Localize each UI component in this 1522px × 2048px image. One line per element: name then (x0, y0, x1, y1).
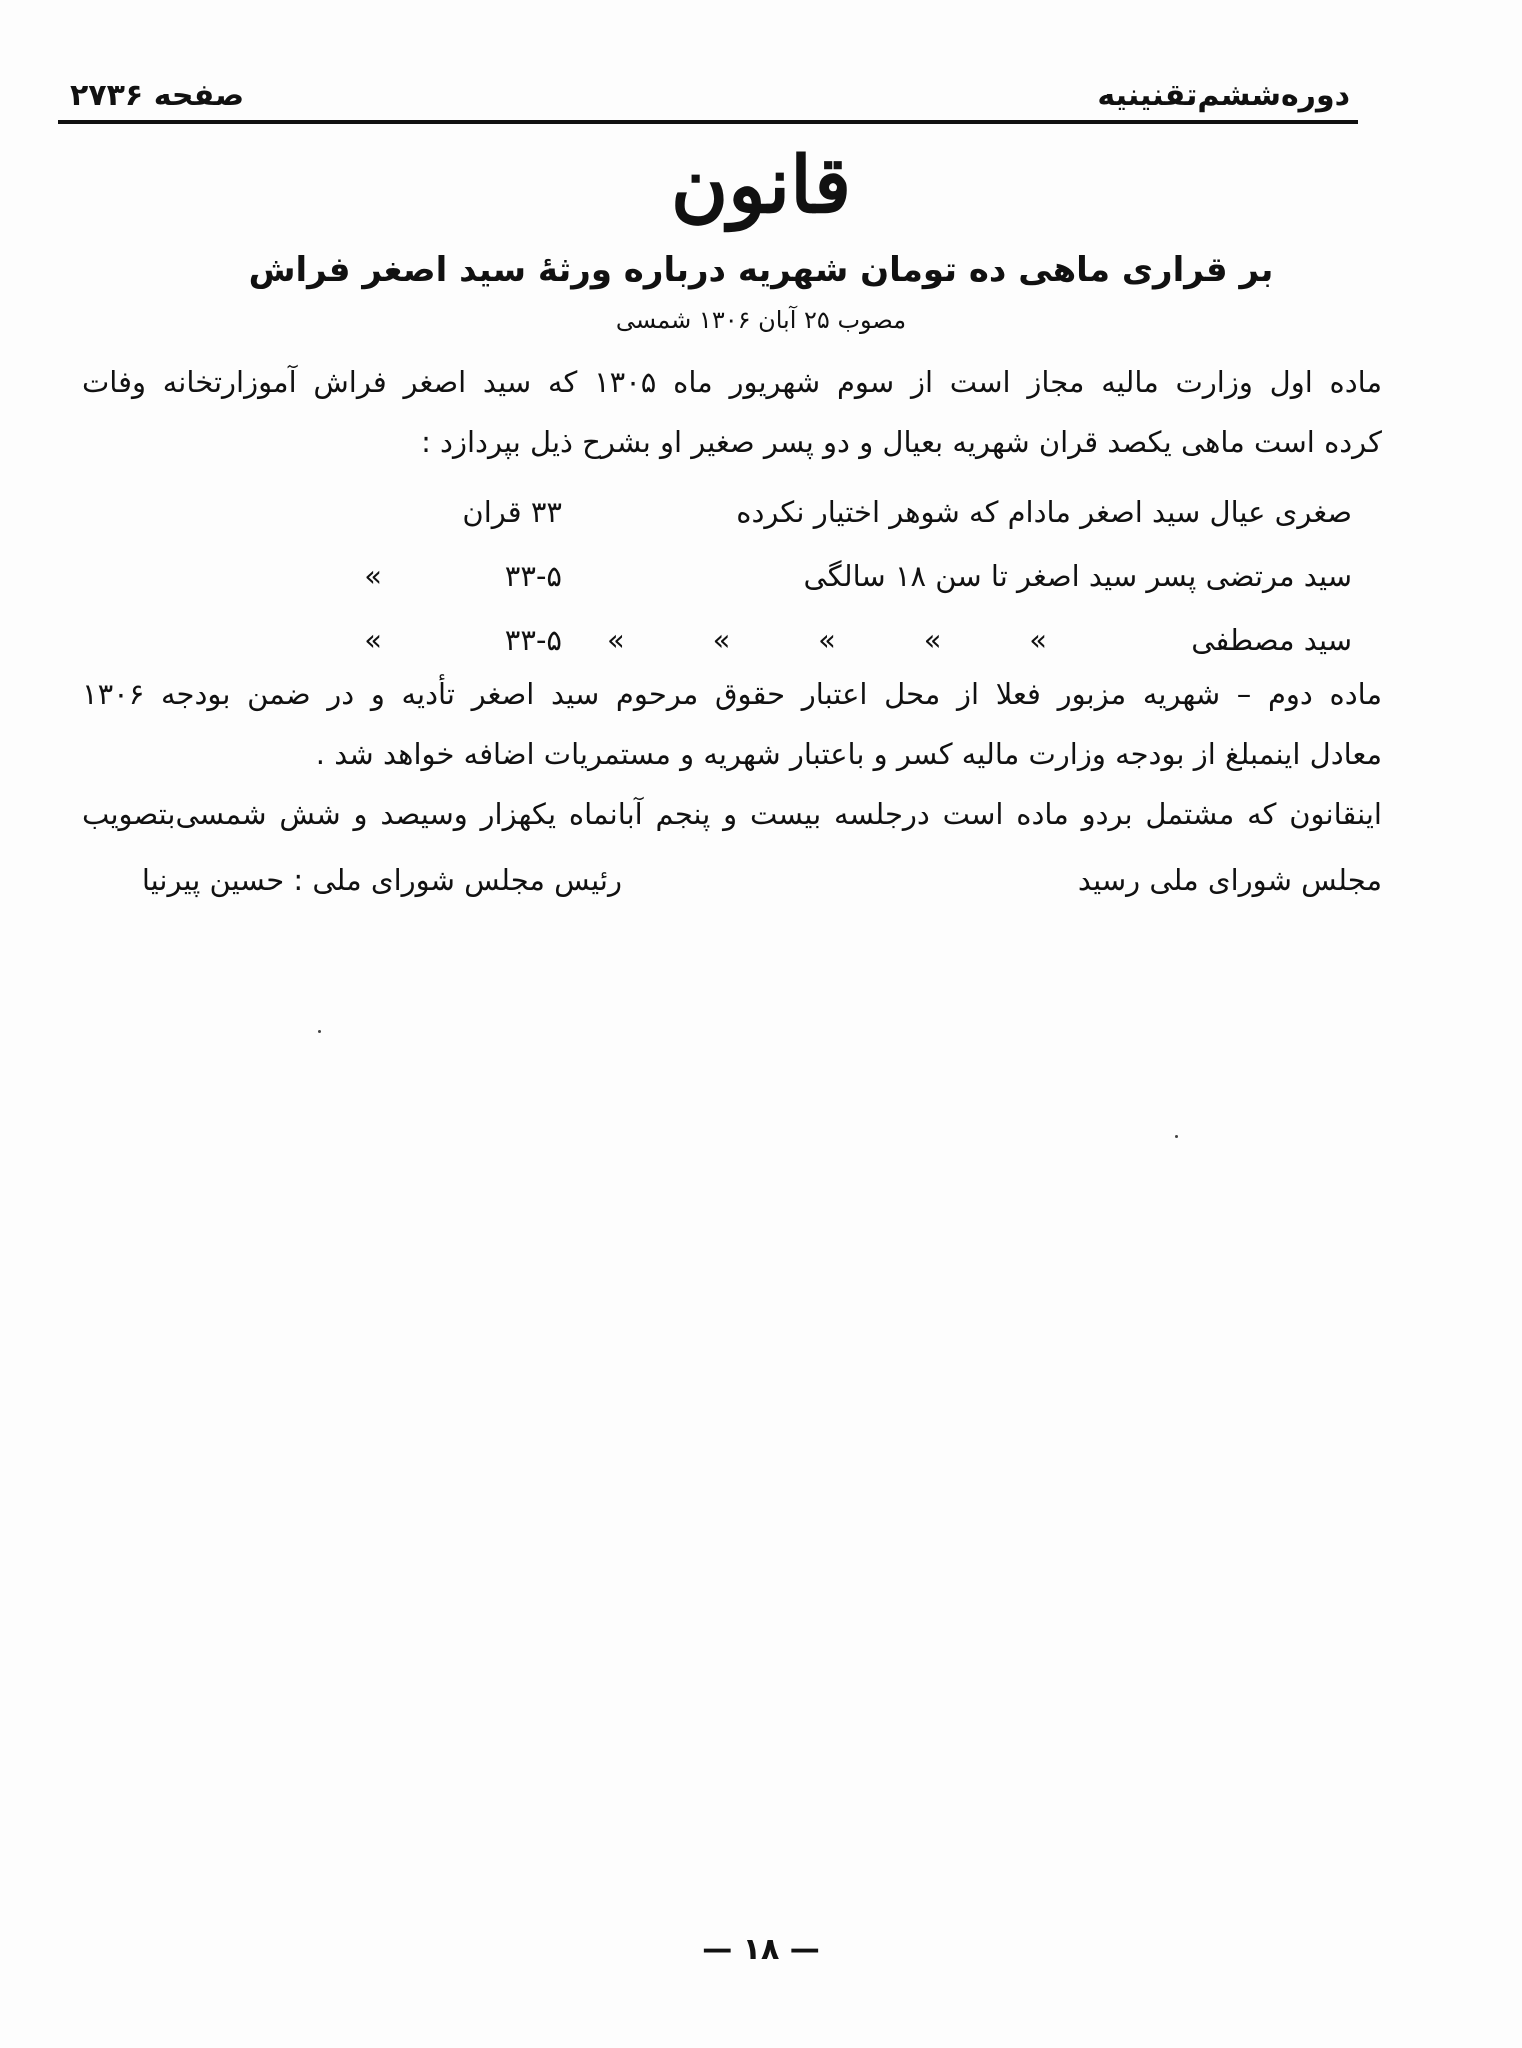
ditto-marks (607, 610, 1047, 670)
document-subtitle: بر قراری ماهی ده تومان شهریه درباره ورثهٔ سید اصغر فراش (248, 250, 1274, 290)
beneficiary-row (82, 600, 1382, 664)
beneficiary-name: سید مرتضی پسر سید اصغر تا سن ۱۸ سالگی (803, 559, 1352, 593)
session-label: دوره‌ششم‌تقنینیه (1097, 78, 1350, 113)
beneficiary-name: صغری عیال سید اصغر مادام که شوهر اختیار نکرده (736, 495, 1352, 529)
document-title: قانون (670, 140, 852, 231)
beneficiary-row (82, 536, 1382, 600)
header-divider (58, 120, 1358, 124)
scan-speck (1175, 1135, 1178, 1138)
scan-speck (318, 1030, 321, 1033)
speaker-signature: رئیس مجلس شورای ملی : حسین پیرنیا (141, 863, 622, 897)
article-2-line-1: ماده دوم – شهریه مزبور فعلا از محل اعتبار حقوق مرحوم سید اصغر تأدیه و در ضمن بودجه ۱۳۰۶ (82, 677, 1382, 711)
beneficiary-amount: ۳۳ قران (462, 495, 562, 529)
beneficiary-row (82, 472, 1382, 536)
page-header (70, 72, 1350, 122)
article-2-line-2: معادل اینمبلغ از بودجه وزارت مالیه کسر و باعتبار شهریه و مستمریات اضافه خواهد شد . (315, 737, 1382, 771)
beneficiary-amount: ۳۳-۵ (504, 559, 562, 593)
beneficiary-amount: ۳۳-۵ (504, 623, 562, 657)
law-body (82, 352, 1382, 904)
ditto-mark: » (364, 623, 382, 657)
ditto-mark: » (607, 623, 625, 657)
ditto-mark: » (818, 623, 836, 657)
ditto-mark: » (364, 559, 382, 593)
closing-line-1: اینقانون که مشتمل بردو ماده است درجلسه بیست و پنجم آبانماه یکهزار وسیصد و شش شمسی‌بتصویب (82, 797, 1382, 831)
approval-date: مصوب ۲۵ آبان ۱۳۰۶ شمسی (615, 306, 907, 334)
ditto-mark: » (712, 623, 731, 657)
signature-row (82, 844, 1382, 904)
article-1-line-1: ماده اول وزارت مالیه مجاز است از سوم شهریور ماه ۱۳۰۵ که سید اصغر فراش آموزارتخانه وفات (82, 365, 1382, 399)
page-number: — ۱۸ — (702, 1932, 820, 1967)
page-label: صفحه ۲۷۳۶ (70, 78, 245, 113)
beneficiary-name: سید مصطفی (1191, 623, 1352, 657)
ditto-mark: » (923, 623, 942, 657)
closing-line-2: مجلس شورای ملی رسید (1077, 863, 1382, 897)
article-1-line-2: کرده است ماهی یکصد قران شهریه بعیال و دو پسر صغیر او بشرح ذیل بپردازد : (421, 425, 1382, 459)
ditto-mark: » (1029, 623, 1047, 657)
